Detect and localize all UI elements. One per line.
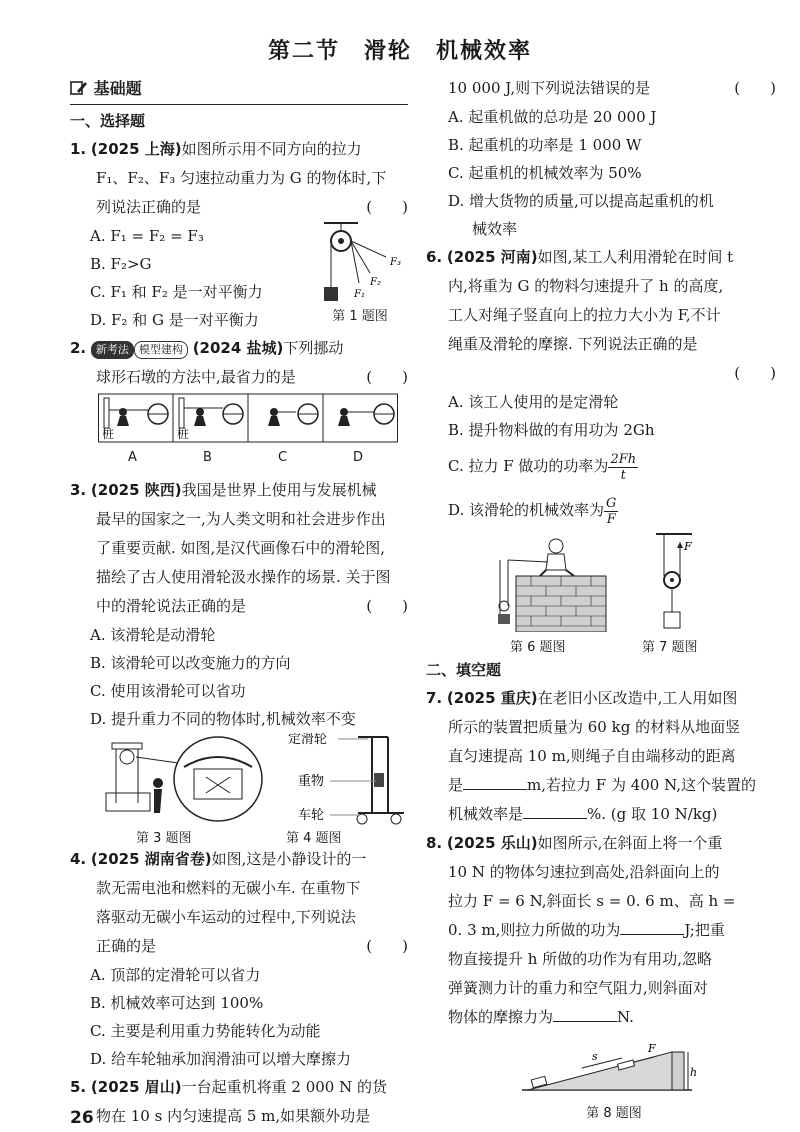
label-wheel: 车轮 bbox=[298, 808, 325, 823]
q2-figure bbox=[98, 392, 398, 446]
q3-option-b: B. 该滑轮可以改变施力的方向 bbox=[90, 654, 291, 672]
q1-option-c: C. F₁ 和 F₂ 是一对平衡力 bbox=[90, 283, 263, 301]
q2-post-label-a: 桩 bbox=[102, 427, 115, 441]
q1-caption: 第 1 题图 bbox=[332, 309, 388, 324]
q4-cart-figure bbox=[288, 733, 408, 829]
q7-f-label: F bbox=[684, 540, 692, 553]
basic-label: 基础题 bbox=[93, 79, 142, 98]
q6-option-a: A. 该工人使用的是定滑轮 bbox=[448, 393, 619, 411]
q4-option-c: C. 主要是利用重力势能转化为动能 bbox=[90, 1022, 321, 1040]
q8-s-label: s bbox=[592, 1050, 598, 1063]
q1-f2-label: F₂ bbox=[370, 277, 381, 288]
question-7: 7. (2025 重庆)在老旧小区改造中,工人用如图 所示的装置把质量为 60 kg 的材料从地面竖 直匀速提高 10 m,则绳子自由端移动的距离 是 m,若拉力 F 为 400 N,这个装置的 机械效率是 %. (g 取 10 N/kg) bbox=[426, 689, 757, 823]
q7-pulley-figure bbox=[652, 532, 722, 632]
q3-option-c: C. 使用该滑轮可以省功 bbox=[90, 682, 246, 700]
q7-blank-efficiency[interactable] bbox=[523, 804, 587, 819]
page-title: 第二节 滑轮 机械效率 bbox=[267, 39, 532, 64]
q6-d-fraction: $\frac{G}{F}$ bbox=[606, 495, 617, 527]
q6-option-c: C. 拉力 F 做功的功率为 $\frac{2Fh}{t}$ bbox=[448, 451, 637, 483]
left-column bbox=[70, 74, 408, 1131]
q6-option-d: D. 该滑轮的机械效率为 $\frac{G}{F}$ bbox=[448, 495, 617, 527]
q8-h-label: h bbox=[690, 1066, 698, 1079]
q5-option-c: C. 起重机的机械效率为 50% bbox=[448, 164, 642, 182]
q1-option-d: D. F₂ 和 G 是一对平衡力 bbox=[90, 311, 259, 329]
model-tag: 模型建构 bbox=[134, 341, 188, 359]
q3-q4-figures bbox=[70, 733, 408, 845]
q6-option-b: B. 提升物料做的有用功为 2Gh bbox=[448, 421, 655, 439]
question-3: 3. (2025 陕西)我国是世界上使用与发展机械 最早的国家之一,为人类文明和社会进步作出 了重要贡献. 如图,是汉代画像石中的滑轮图, 描绘了古人使用滑轮汲水操作的场景. 关于图 中的滑轮说法正确的是 ( ) A. 该滑轮是动滑轮 B. 该滑轮可以改变施力的方向 C. 使用该滑轮可以省功 D. 提升重力不同的物体时,机械效率不变 定滑轮 重物 车轮 第 3 题图 第 4 题图 bbox=[70, 481, 408, 846]
section-fill: 二、填空题 bbox=[426, 661, 502, 679]
q3-option-d: D. 提升重力不同的物体时,机械效率不变 bbox=[90, 710, 356, 728]
q6-q7-figures bbox=[448, 532, 776, 655]
q1-option-b: B. F₂>G bbox=[90, 255, 152, 273]
question-2: 2. 新考法 模型建构 (2024 盐城)下列挪动 球形石墩的方法中,最省力的是 ( ) 桩 桩 A B C D bbox=[70, 334, 408, 476]
question-6: 6. (2025 河南)如图,某工人利用滑轮在时间 t 内,将重为 G 的物料匀速提升了 h 的高度, 工人对绳子竖直向上的拉力大小为 F,不计 绳重及滑轮的摩擦. 下列说法正确的是 ( ) A. 该工人使用的是定滑轮 B. 提升物料做的有用功为 2Gh C. 拉力 F 做功的功率为 $\frac{2Fh}{t}$ D. 该滑轮的机械效率为 $\frac{G}{F}$ F 第 6 题图 第 7 题图 bbox=[426, 248, 776, 655]
q3-option-a: A. 该滑轮是动滑轮 bbox=[90, 626, 216, 644]
question-4: 4. (2025 湖南省卷)如图,这是小静设计的一 款无需电池和燃料的无碳小车. 在重物下 落驱动无碳小车运动的过程中,下列说法 正确的是 ( ) A. 顶部的定滑轮可以省力 B. 机械效率可达到 100% C. 主要是利用重力势能转化为动能 D. 给车轮轴承加润滑油可以增大摩擦力 bbox=[70, 845, 408, 1073]
pencil-icon bbox=[70, 80, 88, 96]
right-column: 10 000 J,则下列说法错误的是 ( ) A. 起重机做的总功是 20 000 J B. 起重机的功率是 1 000 W C. 起重机的机械效率为 50% D. 增大货物的质量,可以提高起重机的机 械效率 6. (2025 河南)如图,某工人利用滑轮在时间 t 内,将重为 G 的物料匀速提升了 h 的高度, 工人对绳子竖直向上的拉力大小为 F,不计 绳重及滑轮的摩擦. 下列说法正确的是 ( ) A. 该工人使用的是定滑轮 B. 提升物料做的有用功为 2Gh C. 拉力 F 做功的功率为 $\frac{2Fh}{t}$ D. 该滑轮的机械效率为 $\frac{G}{F}$ F 第 6 题图 第 7 题图 二、填空题 7. (2025 重庆)在老旧小区改造中,工人用如图 所示的装置把质量为 60 kg 的材料从地面竖 直匀速提高 10 m,则绳子自由端移动的距离 是 m,若拉力 F 为 400 N,这个装置的 机械效率是 %. (g 取 10 N/kg) 8. (2025 乐山)如图所示,在斜面上将一个重 10 N 的物体匀速拉到高处,沿斜面向上的 拉力 F = 6 N,斜面长 s = 0. 6 m、高 h = 0. 3 m,则拉力所做的功为 J;把重 物直接提升 h 所做的功作为有用功,忽略 弹簧测力计的重力和空气阻力,则斜面对 物体的摩擦力为 N. s h F 第 8 题图 bbox=[426, 79, 776, 1121]
q3-well-figure bbox=[98, 733, 268, 825]
q8-blank-friction[interactable] bbox=[553, 1007, 617, 1022]
q2-labels: A B C D bbox=[128, 450, 364, 465]
q4-option-a: A. 顶部的定滑轮可以省力 bbox=[90, 966, 261, 984]
q8-incline-figure bbox=[522, 1038, 702, 1098]
q1-f3-label: F₃ bbox=[390, 257, 401, 268]
basic-header bbox=[70, 74, 408, 105]
q4-option-d: D. 给车轮轴承加润滑油可以增大摩擦力 bbox=[90, 1050, 352, 1068]
q5-option-a: A. 起重机做的总功是 20 000 J bbox=[448, 108, 657, 126]
q2-post-label-b: 桩 bbox=[177, 427, 190, 441]
q6-caption: 第 6 题图 bbox=[510, 640, 566, 655]
q8-caption: 第 8 题图 bbox=[586, 1106, 642, 1121]
q1-pulley-figure bbox=[314, 221, 408, 307]
q7-caption: 第 7 题图 bbox=[642, 640, 698, 655]
q8-blank-work[interactable] bbox=[620, 920, 684, 935]
q5-option-d: D. 增大货物的质量,可以提高起重机的机 bbox=[448, 192, 714, 210]
q3-caption: 第 3 题图 bbox=[136, 831, 192, 846]
question-5: 5. (2025 眉山)一台起重机将重 2 000 N 的货 物在 10 s 内匀速提高 5 m,如果额外功是 bbox=[70, 1078, 387, 1125]
q7-blank-distance[interactable] bbox=[463, 775, 527, 790]
q8-f-label: F bbox=[648, 1042, 656, 1055]
q4-caption: 第 4 题图 bbox=[286, 831, 342, 846]
question-8: 8. (2025 乐山)如图所示,在斜面上将一个重 10 N 的物体匀速拉到高处,沿斜面向上的 拉力 F = 6 N,斜面长 s = 0. 6 m、高 h = 0. 3 m,则拉力所做的功为 J;把重 物直接提升 h 所做的功作为有用功,忽略 弹簧测力计的重力和空气阻力,则斜面对 物体的摩擦力为 N. s h F 第 8 题图 bbox=[426, 834, 736, 1121]
q5-option-b: B. 起重机的功率是 1 000 W bbox=[448, 136, 642, 154]
label-weight: 重物 bbox=[298, 774, 325, 789]
q6-c-fraction: $\frac{2Fh}{t}$ bbox=[610, 451, 637, 483]
page-number: 26 bbox=[70, 1108, 94, 1128]
new-method-tag: 新考法 bbox=[91, 341, 134, 359]
q1-option-a: A. F₁ = F₂ = F₃ bbox=[90, 227, 204, 245]
q6-worker-figure bbox=[486, 536, 616, 632]
answer-paren: ( ) bbox=[366, 198, 408, 216]
q1-f1-label: F₁ bbox=[354, 289, 365, 300]
question-1: 1. (2025 上海)如图所示用不同方向的拉力 F₁、F₂、F₃ 匀速拉动重力为 G 的物体时,下 列说法正确的是 ( ) A. F₁ = F₂ = F₃ B. F₂>G C. F₁ 和 F₂ 是一对平衡力 D. F₂ 和 G 是一对平衡力 F₁ F₂ F₃ 第 1 题图 bbox=[70, 135, 408, 334]
section-choice: 一、选择题 bbox=[70, 112, 146, 130]
q4-option-b: B. 机械效率可达到 100% bbox=[90, 994, 264, 1012]
label-fixed-pulley: 定滑轮 bbox=[288, 733, 328, 747]
